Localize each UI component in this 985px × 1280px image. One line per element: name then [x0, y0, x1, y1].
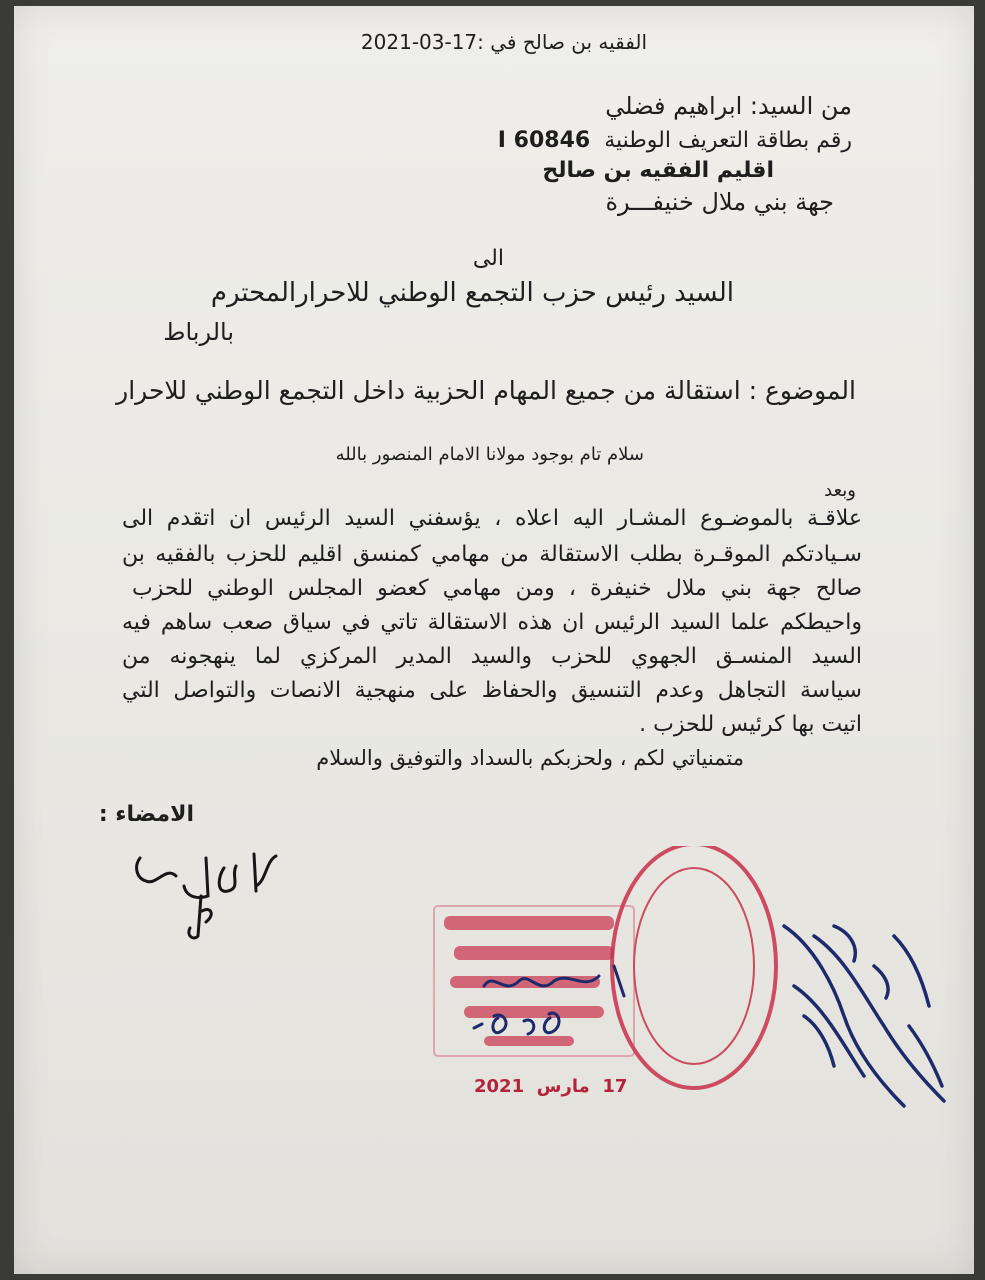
place-date-prefix: الفقيه بن صالح في : — [477, 30, 648, 54]
body-line: سياسة التجاهل وعدم التنسيق والحفاظ على منهجية الانصات والتواصل التي — [122, 678, 862, 703]
body-line: علاقـة بالموضـوع المشـار اليه اعلاه ، يؤسفني السيد الرئيس ان اتقدم الى — [122, 506, 862, 531]
sender-region: جهة بني ملال خنيفـــرة — [605, 188, 834, 216]
letter-page — [14, 6, 974, 1274]
letter-date: 2021-03-17 — [360, 30, 478, 54]
opening: وبعد — [824, 480, 856, 501]
id-label: رقم بطاقة التعريف الوطنية — [604, 128, 852, 153]
subject-line: الموضوع : استقالة من جميع المهام الحزبية داخل التجمع الوطني للاحرار — [116, 376, 856, 405]
body-line: سـيادتكم الموقـرة بطلب الاستقالة من مهامي كمنسق اقليم للحزب بالفقيه بن — [122, 542, 862, 567]
sender-line: من السيد: ابراهيم فضلي — [605, 92, 852, 120]
body-line: صالح جهة بني ملال خنيفرة ، ومن مهامي كعضو المجلس الوطني للحزب — [132, 576, 862, 601]
stamp-date-year: 2021 — [474, 1076, 525, 1097]
body-line: واحيطكم علما السيد الرئيس ان هذه الاستقالة تاتي في سياق صعب ساهم فيه — [122, 610, 862, 635]
addressee-city: بالرباط — [163, 318, 234, 346]
stamp-date-month: مارس — [536, 1076, 590, 1097]
red-stamp — [424, 846, 784, 1106]
greeting: سلام تام بوجود مولانا الامام المنصور بالله — [335, 444, 644, 465]
addressee: السيد رئيس حزب التجمع الوطني للاحرارالمحترم — [210, 278, 734, 308]
id-number: I 60846 — [497, 128, 591, 153]
signature-label: الامضاء : — [98, 802, 194, 827]
handwritten-signature — [106, 836, 286, 946]
sender-province: اقليم الفقيه بن صالح — [542, 158, 774, 183]
body-line: اتيت بها كرئيس للحزب . — [639, 712, 862, 737]
stamp-date-day: 17 — [602, 1076, 628, 1097]
to-label: الى — [472, 246, 504, 271]
id-line — [498, 128, 852, 153]
stamp-date — [474, 1076, 627, 1097]
blue-handwritten-note — [774, 906, 964, 1136]
closing-line: متمنياتي لكم ، ولحزبكم بالسداد والتوفيق والسلام — [316, 746, 744, 770]
body-line: السيد المنسـق الجهوي للحزب والسيد المدير المركزي لما ينهجونه من — [122, 644, 862, 669]
place-date-line — [344, 30, 664, 54]
